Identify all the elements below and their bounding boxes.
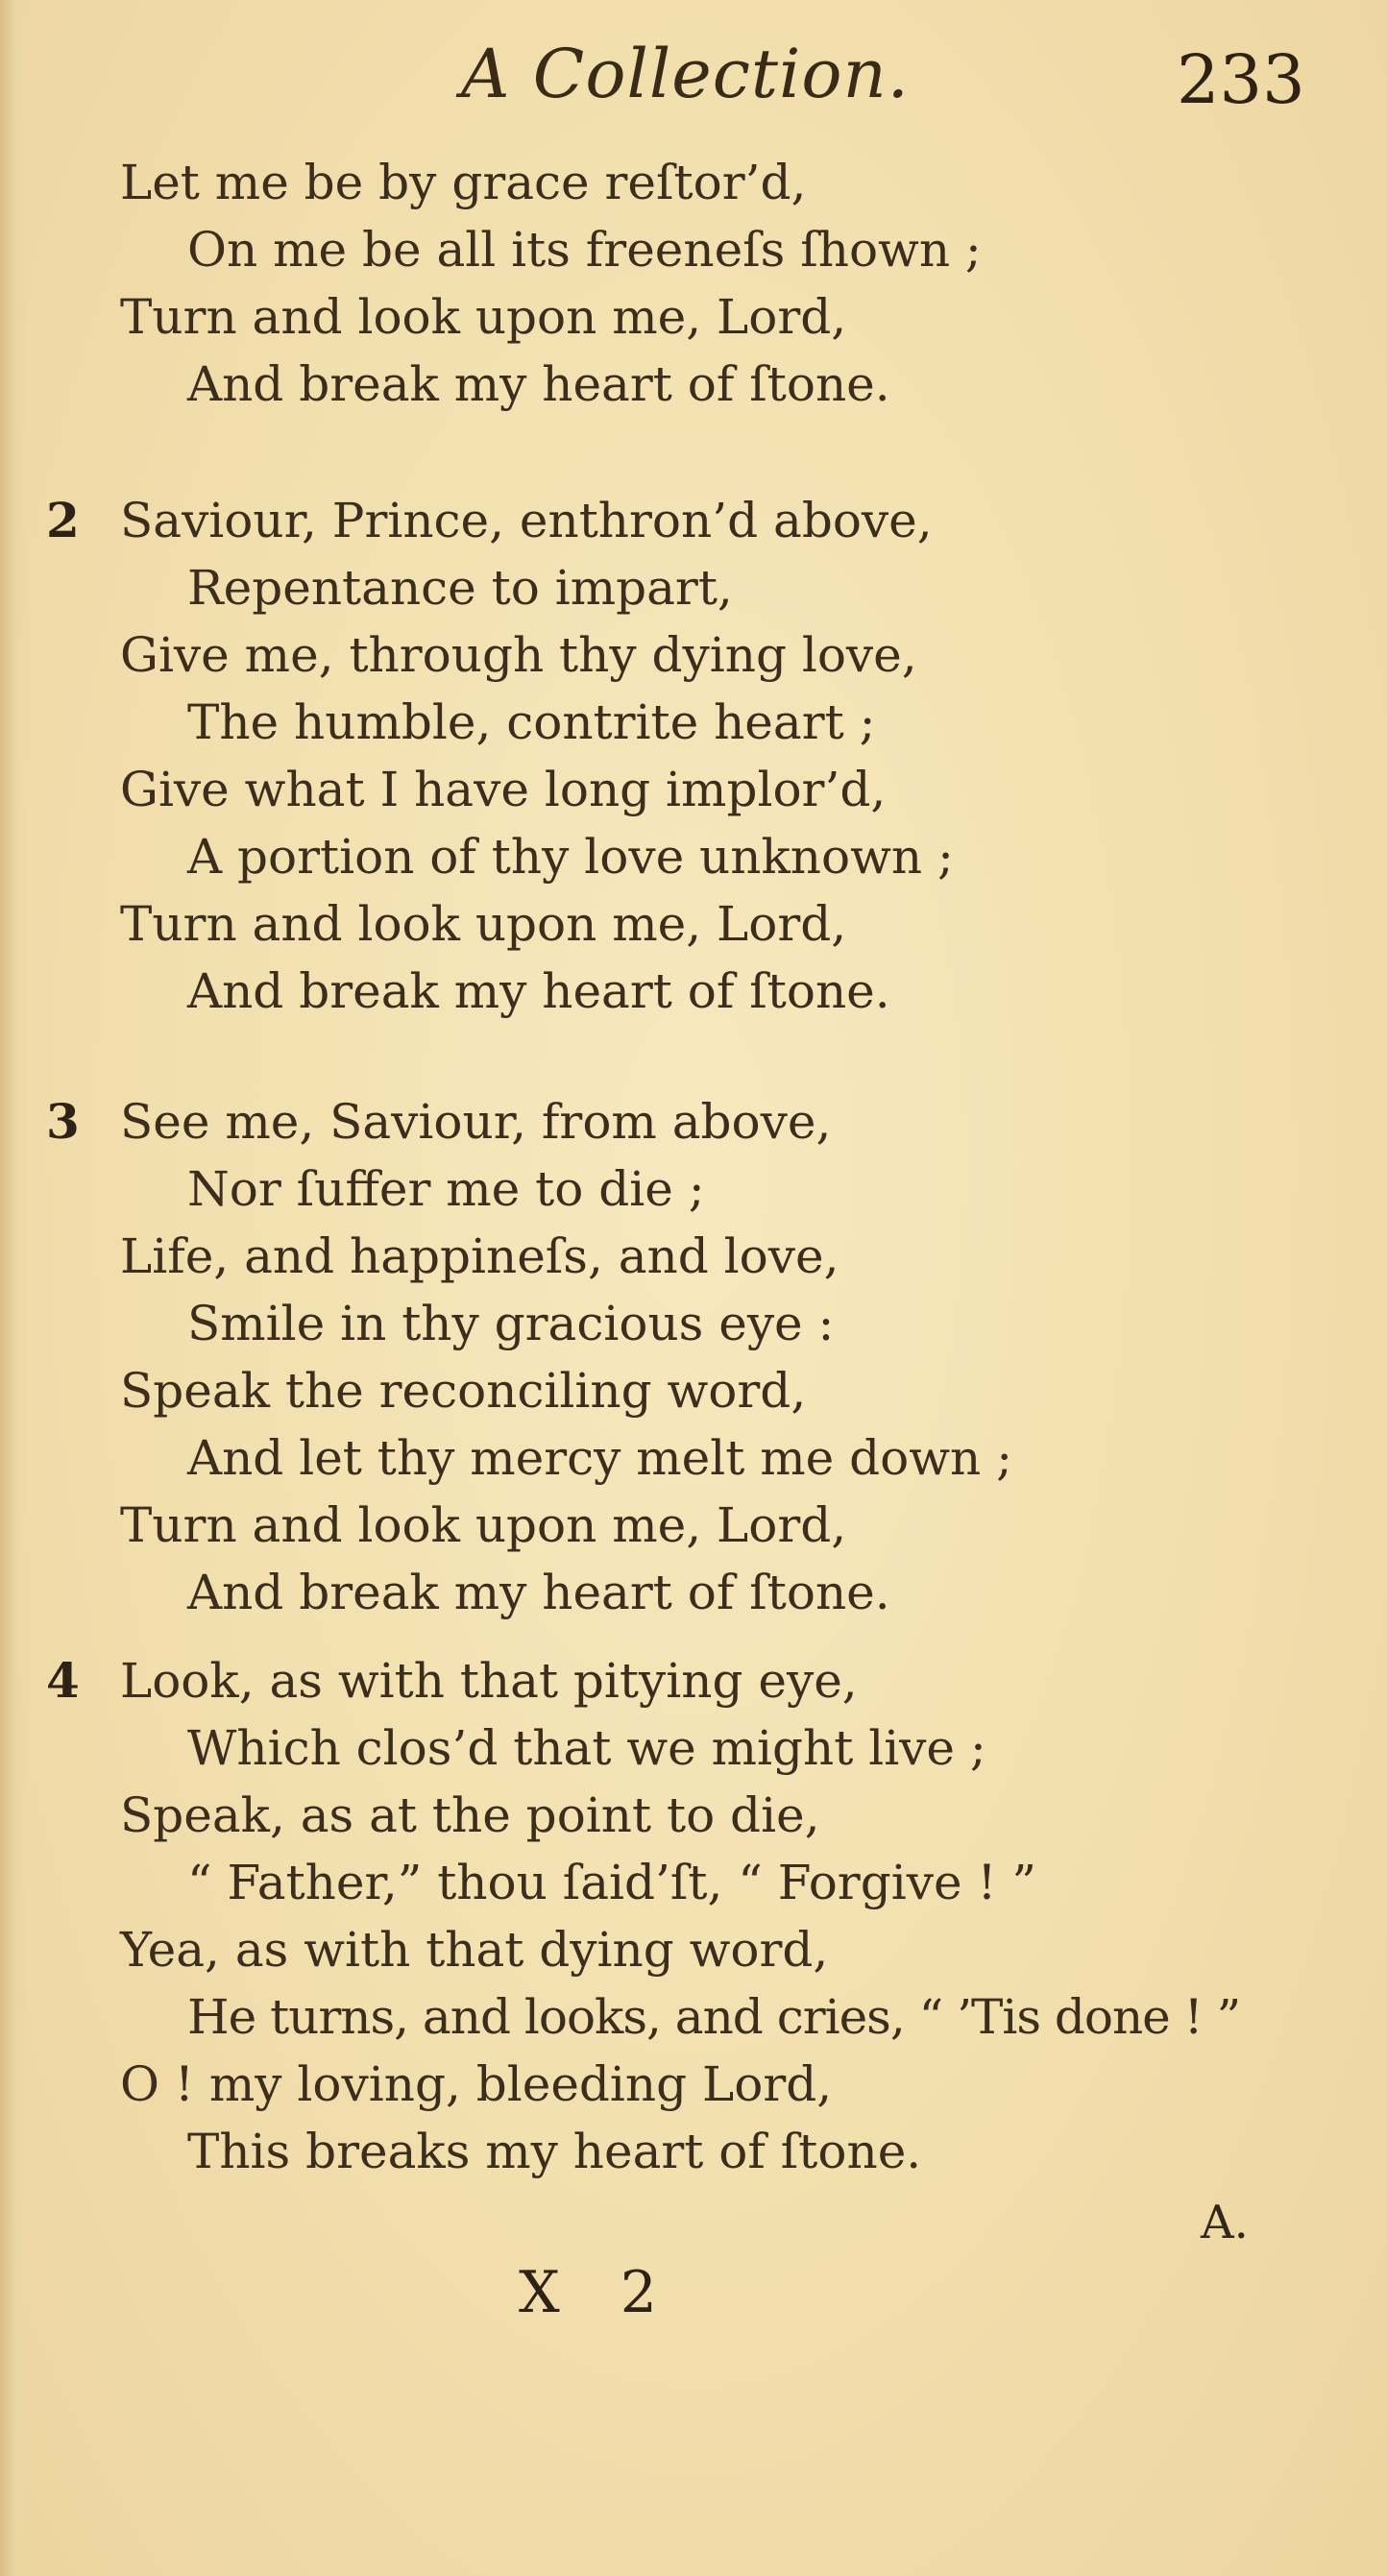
author-mark: A. (1201, 2196, 1249, 2249)
verse-line: Which clos’d that we might live ; (187, 1720, 986, 1776)
stanza-number: 4 (46, 1652, 80, 1709)
verse-line: O ! my loving, bleeding Lord, (120, 2056, 833, 2112)
verse-line: Smile in thy gracious eye : (187, 1296, 835, 1351)
verse-line: And break my heart of ſtone. (187, 963, 890, 1019)
verse-line: Yea, as with that dying word, (120, 1922, 829, 1978)
running-title: A Collection. (461, 35, 910, 113)
verse-line: And break my heart of ſtone. (187, 1565, 890, 1620)
verse-line: Give me, through thy dying love, (120, 627, 917, 683)
page-header (0, 35, 1387, 140)
verse-line: He turns, and looks, and cries, “ ’Tis done ! ” (187, 1989, 1241, 2045)
verse-line: Turn and look upon me, Lord, (120, 896, 847, 952)
stanza-number: 3 (46, 1093, 80, 1150)
verse-line: This breaks my heart of ſtone. (187, 2124, 922, 2179)
page-gutter (0, 0, 27, 2576)
verse-line: Give what I have long implor’d, (120, 762, 887, 817)
stanza-number: 2 (46, 492, 80, 548)
signature-mark: X 2 (519, 2259, 678, 2326)
verse-line: Speak the reconciling word, (120, 1363, 807, 1419)
verse-line: Repentance to impart, (187, 560, 733, 616)
verse-line: Turn and look upon me, Lord, (120, 289, 847, 345)
verse-line: Let me be by grace reſtor’d, (120, 155, 807, 210)
verse-line: Saviour, Prince, enthron’d above, (120, 493, 933, 548)
verse-line: See me, Saviour, from above, (120, 1094, 832, 1150)
verse-line: The humble, contrite heart ; (187, 694, 876, 750)
verse-line: Turn and look upon me, Lord, (120, 1497, 847, 1553)
verse-line: Speak, as at the point to die, (120, 1787, 820, 1843)
verse-line: A portion of thy love unknown ; (187, 829, 954, 885)
verse-line: “ Father,” thou ſaid’ſt, “ Forgive ! ” (187, 1855, 1036, 1910)
verse-line: And let thy mercy melt me down ; (187, 1430, 1012, 1486)
page-number: 233 (1177, 40, 1305, 119)
verse-line: And break my heart of ſtone. (187, 356, 890, 412)
verse-line: Life, and happineſs, and love, (120, 1228, 840, 1284)
verse-line: Nor ſuffer me to die ; (187, 1161, 705, 1217)
verse-line: On me be all its freeneſs ſhown ; (187, 222, 982, 278)
verse-line: Look, as with that pitying eye, (120, 1653, 858, 1709)
